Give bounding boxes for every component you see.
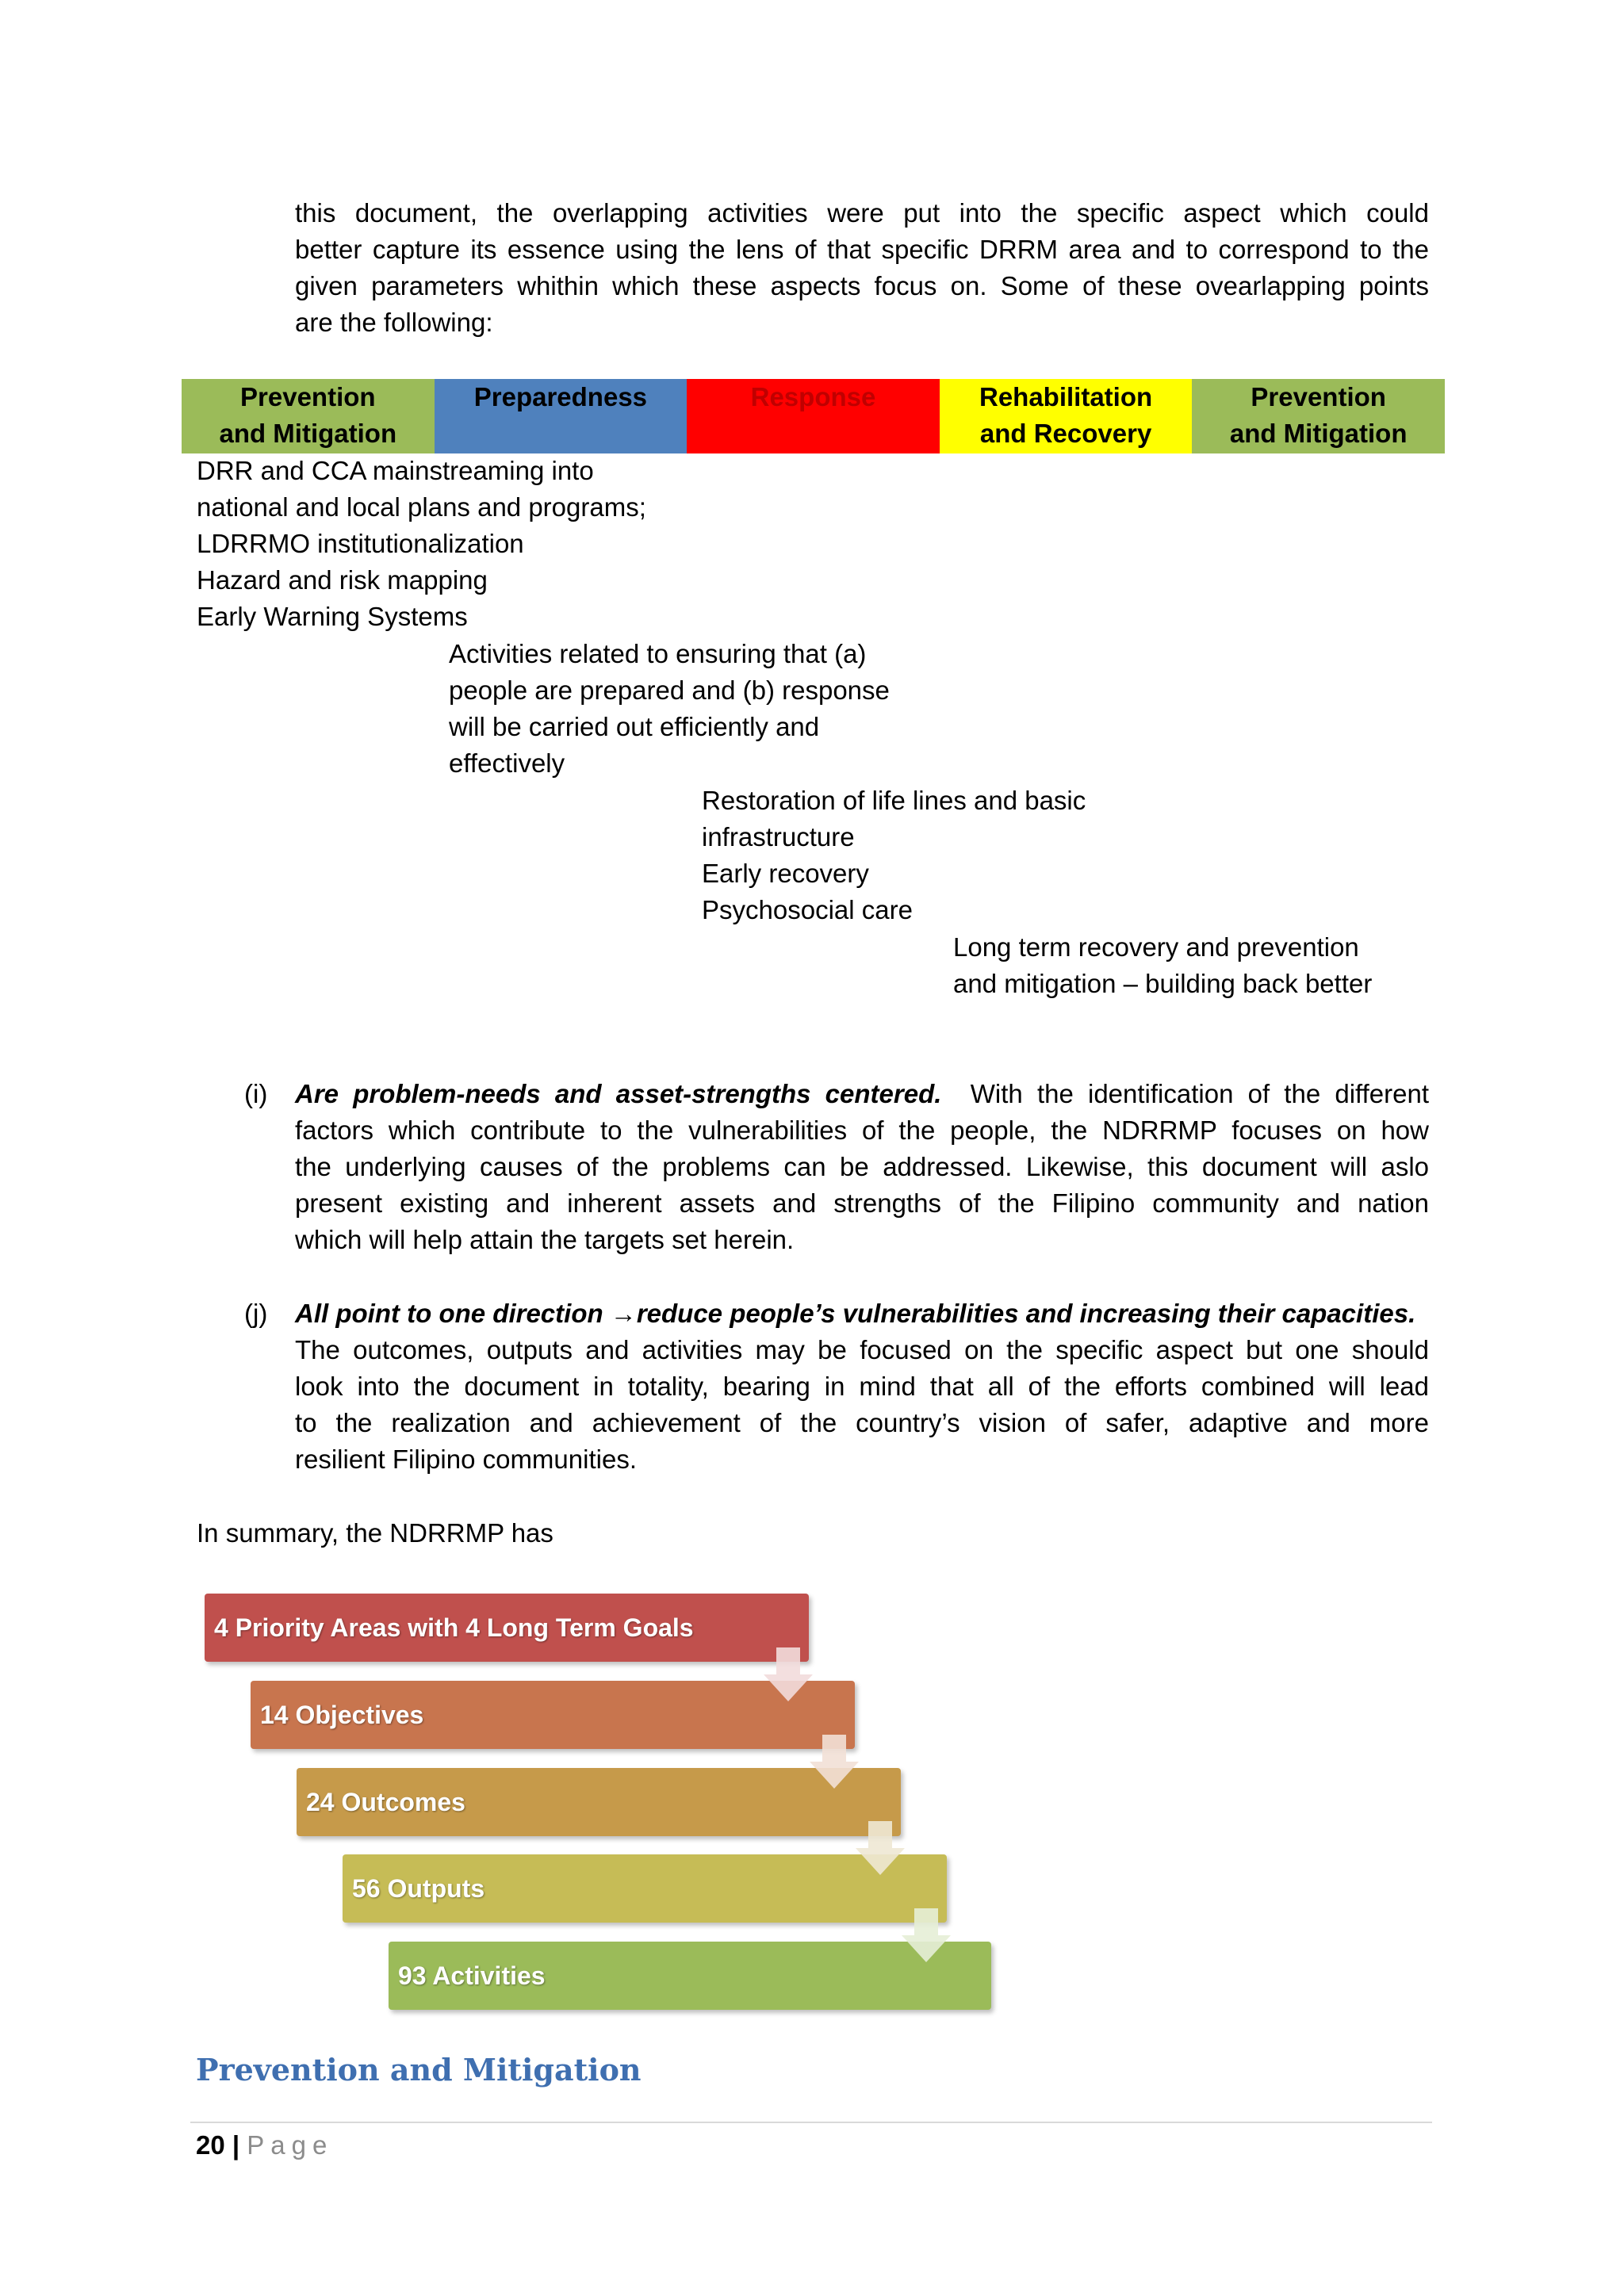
- item-j-line: look into the document in totality, bearing in mind that all of the efforts combined will lead: [295, 1372, 1429, 1401]
- page-number: 20: [196, 2130, 225, 2160]
- down-arrow-icon: [806, 1735, 862, 1790]
- item-j-title-a: All point to one direction: [295, 1299, 603, 1328]
- header-preparedness: [435, 379, 688, 453]
- section-heading: Prevention and Mitigation: [196, 2052, 642, 2087]
- intro-line: are the following:: [295, 308, 493, 337]
- header-response: [687, 379, 940, 453]
- footer-separator: |: [232, 2130, 240, 2160]
- item-i-line: present existing and inherent assets and strengths of the Filipino community and nation: [295, 1188, 1429, 1218]
- col-line: national and local plans and programs;: [197, 492, 646, 522]
- col-line: people are prepared and (b) response: [449, 675, 890, 705]
- item-i-title: Are problem-needs and asset-strengths centered.: [295, 1079, 942, 1108]
- item-j-line: to the realization and achievement of the country’s vision of safer, adaptive and more: [295, 1408, 1429, 1437]
- header-label: Rehabilitation and Recovery: [979, 382, 1153, 448]
- intro-line: given parameters whithin which these aspects focus on. Some of these ovearlapping points: [295, 271, 1429, 300]
- step-activities: 93 Activities: [389, 1942, 991, 2010]
- intro-line: this document, the overlapping activities were put into the specific aspect which could: [295, 198, 1429, 228]
- item-j-line: resilient Filipino communities.: [295, 1445, 637, 1474]
- header-label: Prevention and Mitigation: [219, 382, 397, 448]
- header-label: Preparedness: [473, 382, 648, 411]
- item-j-marker: (j): [244, 1299, 268, 1328]
- col-line: Hazard and risk mapping: [197, 565, 488, 595]
- col-line: DRR and CCA mainstreaming into: [197, 456, 594, 485]
- header-label: Response: [750, 382, 876, 411]
- col-line: Early Warning Systems: [197, 602, 468, 631]
- header-label: Prevention and Mitigation: [1229, 382, 1408, 448]
- col-line: Restoration of life lines and basic: [702, 786, 1086, 815]
- header-rehabilitation-recovery: [940, 379, 1193, 453]
- step-outputs: 56 Outputs: [343, 1854, 947, 1923]
- col-preparedness-text: [449, 636, 890, 782]
- col-line: will be carried out efficiently and: [449, 712, 820, 741]
- item-i-paragraph: [295, 1076, 1429, 1258]
- item-i-line: the underlying causes of the problems can be addressed. Likewise, this document will aslo: [295, 1152, 1429, 1181]
- col-line: Long term recovery and prevention: [953, 932, 1359, 962]
- item-i-line: factors which contribute to the vulnerabilities of the people, the NDRRMP focuses on how: [295, 1115, 1429, 1145]
- item-j-title: [295, 1295, 1429, 1332]
- col-line: infrastructure: [702, 822, 855, 851]
- item-j-line: The outcomes, outputs and activities may be focused on the specific aspect but one should: [295, 1335, 1429, 1364]
- summary-text: In summary, the NDRRMP has: [197, 1518, 553, 1548]
- down-arrow-icon: [760, 1647, 816, 1703]
- arrow-right-icon: →: [610, 1299, 637, 1328]
- col-response-text: [702, 783, 1086, 928]
- col-line: Early recovery: [702, 859, 869, 888]
- page-word: Page: [247, 2130, 334, 2160]
- col-line: Activities related to ensuring that (a): [449, 639, 867, 668]
- item-i-first-text: With the identification of the different: [970, 1079, 1429, 1108]
- item-j-paragraph: [295, 1295, 1429, 1478]
- step-objectives: 14 Objectives: [251, 1681, 855, 1749]
- intro-paragraph: [295, 195, 1429, 341]
- header-prevention-mitigation-2: [1192, 379, 1445, 453]
- step-priority-areas: 4 Priority Areas with 4 Long Term Goals: [205, 1594, 809, 1662]
- col-line: and mitigation – building back better: [953, 969, 1373, 998]
- col-rehabilitation-text: [953, 929, 1372, 1002]
- down-arrow-icon: [852, 1821, 908, 1877]
- col-prevention-text: [197, 453, 646, 635]
- item-i-line: which will help attain the targets set herein.: [295, 1225, 795, 1254]
- item-j-title-b: reduce people’s vulnerabilities and increasing their capacities.: [636, 1299, 1416, 1328]
- down-arrow-icon: [898, 1908, 954, 1964]
- header-prevention-mitigation: [182, 379, 435, 453]
- item-i-marker: (i): [244, 1079, 268, 1108]
- step-outcomes: 24 Outcomes: [297, 1768, 901, 1836]
- intro-line: better capture its essence using the lens of that specific DRRM area and to correspond to the: [295, 235, 1429, 264]
- col-line: Psychosocial care: [702, 895, 913, 924]
- page-footer: [196, 2127, 333, 2164]
- drrm-aspects-header: [182, 379, 1445, 453]
- col-line: effectively: [449, 748, 565, 778]
- col-line: LDRRMO institutionalization: [197, 529, 524, 558]
- footer-divider: [190, 2122, 1432, 2123]
- item-i-first-line: [295, 1076, 1429, 1112]
